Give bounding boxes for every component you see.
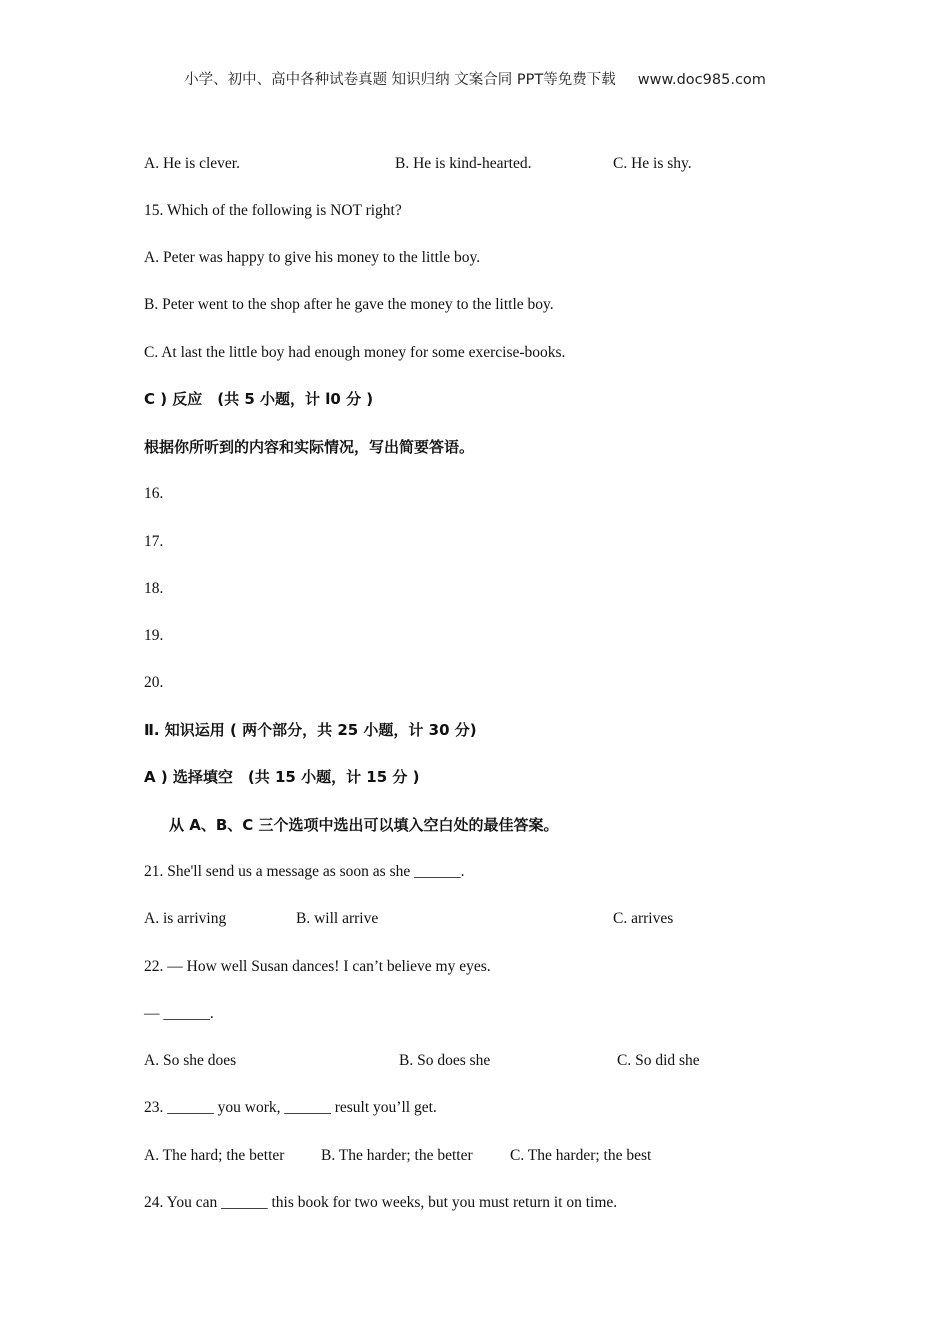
q24-stem: 24. You can ______ this book for two weeks, but you must return it on time.: [144, 1194, 618, 1211]
q15-option-c: C. At last the little boy had enough money for some exercise-books.: [144, 344, 566, 361]
item-19: 19.: [144, 627, 164, 644]
q23-stem: 23. ______ you work, ______ result you’ll get.: [144, 1099, 437, 1116]
q21-option-b: B. will arrive: [296, 910, 379, 927]
page-header: [0, 68, 950, 89]
q14-option-a: A. He is clever.: [144, 155, 240, 172]
q22-reply: — ______.: [144, 1005, 214, 1022]
q14-option-c: C. He is shy.: [613, 155, 692, 172]
q22-stem: 22. — How well Susan dances! I can’t believe my eyes.: [144, 958, 491, 975]
q15-stem: 15. Which of the following is NOT right?: [144, 202, 402, 219]
q22-option-a: A. So she does: [144, 1052, 237, 1069]
section-c-instruction: 根据你所听到的内容和实际情况，写出简要答语。: [144, 438, 475, 456]
q23-option-c: C. The harder; the best: [510, 1147, 652, 1164]
item-16: 16.: [144, 485, 164, 502]
q21-option-c: C. arrives: [613, 910, 674, 927]
item-18: 18.: [144, 580, 164, 597]
q21-stem: 21. She'll send us a message as soon as she ______.: [144, 863, 465, 880]
section-a-title: A ) 选择填空 (共 15 小题，计 15 分 ): [144, 768, 420, 786]
q15-option-a: A. Peter was happy to give his money to the little boy.: [144, 249, 481, 266]
q21-option-a: A. is arriving: [144, 910, 227, 927]
q15-option-b: B. Peter went to the shop after he gave the money to the little boy.: [144, 296, 554, 313]
q22-option-c: C. So did she: [617, 1052, 700, 1069]
q14-option-b: B. He is kind-hearted.: [395, 155, 532, 172]
header-site: www.doc985.com: [637, 72, 766, 88]
section-c-title: C ) 反应 (共 5 小题，计 l0 分 ): [144, 390, 374, 408]
q23-option-a: A. The hard; the better: [144, 1147, 285, 1164]
part-2-title: Ⅱ. 知识运用 ( 两个部分，共 25 小题，计 30 分): [144, 721, 477, 739]
q23-option-b: B. The harder; the better: [321, 1147, 473, 1164]
section-a-instruction: 从 A、B、C 三个选项中选出可以填入空白处的最佳答案。: [169, 816, 559, 834]
q22-option-b: B. So does she: [399, 1052, 491, 1069]
header-text: 小学、初中、高中各种试卷真题 知识归纳 文案合同 PPT等免费下载: [184, 72, 616, 88]
item-20: 20.: [144, 674, 164, 691]
item-17: 17.: [144, 533, 164, 550]
